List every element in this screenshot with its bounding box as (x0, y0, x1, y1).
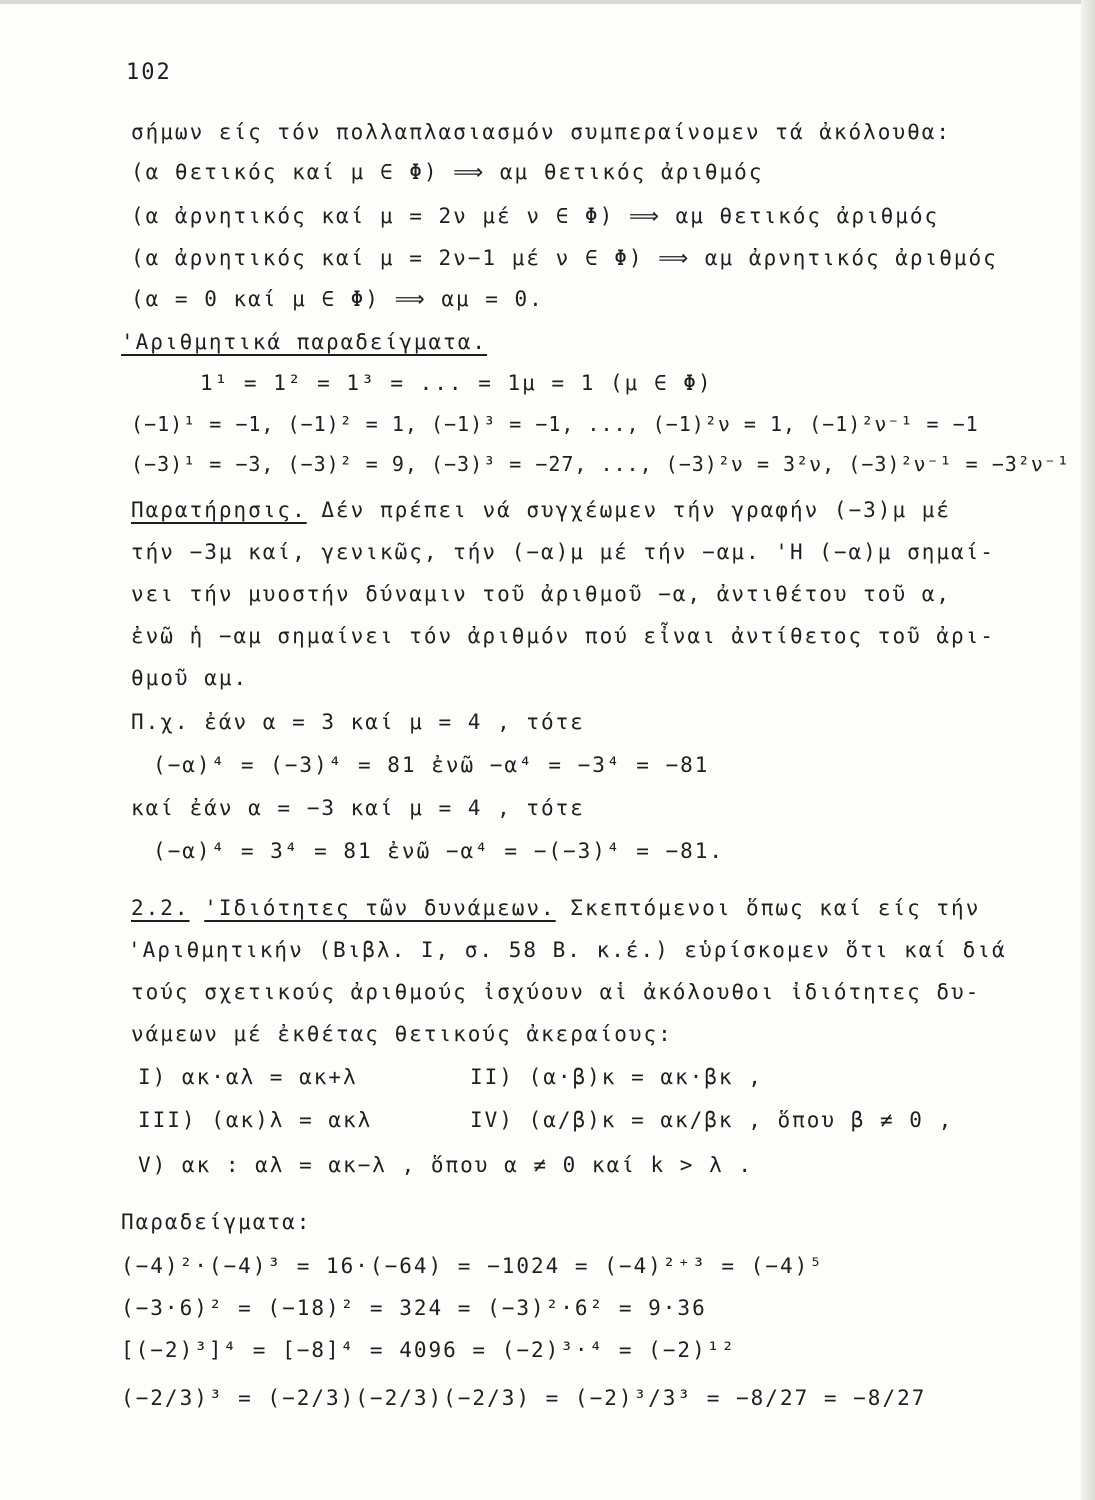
rule-positive-base: (α θετικός καί μ ∈ Φ) ⟹ αμ θετικός ἀριθμός (131, 160, 764, 184)
section-line-1: Σκεπτόμενοι ὅπως καί είς τήν (570, 896, 981, 920)
observation-heading: Παρατήρησις. (131, 498, 307, 522)
section-line-2: 'Αριθμητικήν (Βιβλ. Ι, σ. 58 Β. κ.έ.) εὑρίσκομεν ὅτι καί διά (128, 938, 1007, 962)
property-iv: IV) (α/β)κ = ακ/βκ , ὅπου β ≠ 0 , (470, 1108, 954, 1132)
observation-line-4: ἐνῶ ἡ −αμ σημαίνει τόν ἀριθμόν πού εἶναι ἀντίθετος τοῦ ἀρι- (131, 624, 995, 648)
example-power-of-power: [(−2)³]⁴ = [−8]⁴ = 4096 = (−2)³·⁴ = (−2)¹² (121, 1338, 737, 1362)
example-powers-of-minus-one: (−1)¹ = −1, (−1)² = 1, (−1)³ = −1, ..., (−1)²ν = 1, (−1)²ν⁻¹ = −1 (131, 412, 979, 436)
observation-line-1: Δέν πρέπει νά συγχέωμεν τήν γραφήν (−3)μ μέ (321, 498, 952, 522)
observation-line-5: θμοῦ αμ. (131, 666, 249, 690)
intro-text: σήμων είς τόν πολλαπλασιασμόν συμπεραίνομεν τά ἀκόλουθα: (131, 120, 952, 144)
numerical-examples-heading: 'Αριθμητικά παραδείγματα. (121, 330, 488, 354)
example-fraction-power: (−2/3)³ = (−2/3)(−2/3)(−2/3) = (−2)³/3³ = −8/27 = −8/27 (121, 1386, 927, 1410)
example-powers-of-minus-three: (−3)¹ = −3, (−3)² = 9, (−3)³ = −27, ..., (−3)²ν = 3²ν, (−3)²ν⁻¹ = −3²ν⁻¹ (131, 452, 1070, 476)
rule-zero-base: (α = 0 καί μ ∈ Φ) ⟹ αμ = 0. (131, 287, 544, 311)
rule-negative-odd: (α ἀρνητικός καί μ = 2ν−1 μέ ν ∈ Φ) ⟹ αμ ἀρνητικός ἀριθμός (131, 246, 998, 270)
property-i: I) ακ·αλ = ακ+λ (138, 1065, 358, 1089)
section-line-4: νάμεων μέ ἐκθέτας θετικούς ἀκεραίους: (131, 1022, 673, 1046)
section-line-3: τούς σχετικούς ἀριθμούς ἰσχύουν αἱ ἀκόλουθοι ἰδιότητες δυ- (131, 980, 981, 1004)
rule-negative-even: (α ἀρνητικός καί μ = 2ν μέ ν ∈ Φ) ⟹ αμ θετικός ἀριθμός (131, 204, 940, 228)
examples-heading: Παραδείγματα: (121, 1210, 312, 1234)
observation-line-3: νει τήν μυοστήν δύναμιν τοῦ ἀριθμοῦ −α, ἀντιθέτου τοῦ α, (131, 582, 952, 606)
page-number: 102 (126, 60, 172, 85)
example-result-a-equals-3: (−α)⁴ = (−3)⁴ = 81 ἐνῶ −α⁴ = −3⁴ = −81 (153, 753, 710, 777)
property-iii: III) (ακ)λ = ακλ (138, 1108, 373, 1132)
section-title: 'Ιδιότητες τῶν δυνάμεων. (204, 896, 556, 920)
section-number: 2.2. (131, 896, 190, 920)
example-powers-of-one: 1¹ = 1² = 1³ = ... = 1μ = 1 (μ ∈ Φ) (200, 371, 713, 395)
observation-line-2: τήν −3μ καί, γενικῶς, τήν (−α)μ μέ τήν −αμ. 'Η (−α)μ σημαί- (131, 540, 995, 564)
example-if-a-equals-minus-3: καί ἐάν α = −3 καί μ = 4 , τότε (131, 796, 585, 820)
example-result-a-equals-minus-3: (−α)⁴ = 3⁴ = 81 ἐνῶ −α⁴ = −(−3)⁴ = −81. (153, 839, 725, 863)
property-v: V) ακ : αλ = ακ−λ , ὅπου α ≠ 0 καί k > λ . (138, 1153, 754, 1177)
example-product-rule: (−4)²·(−4)³ = 16·(−64) = −1024 = (−4)²⁺³ = (−4)⁵ (121, 1254, 824, 1278)
scan-edge-right (1081, 0, 1095, 1500)
property-ii: II) (α·β)κ = ακ·βκ , (470, 1065, 763, 1089)
example-if-a-equals-3: Π.χ. ἐάν α = 3 καί μ = 4 , τότε (131, 710, 585, 734)
scan-edge-top (0, 0, 1095, 4)
example-product-power: (−3·6)² = (−18)² = 324 = (−3)²·6² = 9·36 (121, 1296, 707, 1320)
